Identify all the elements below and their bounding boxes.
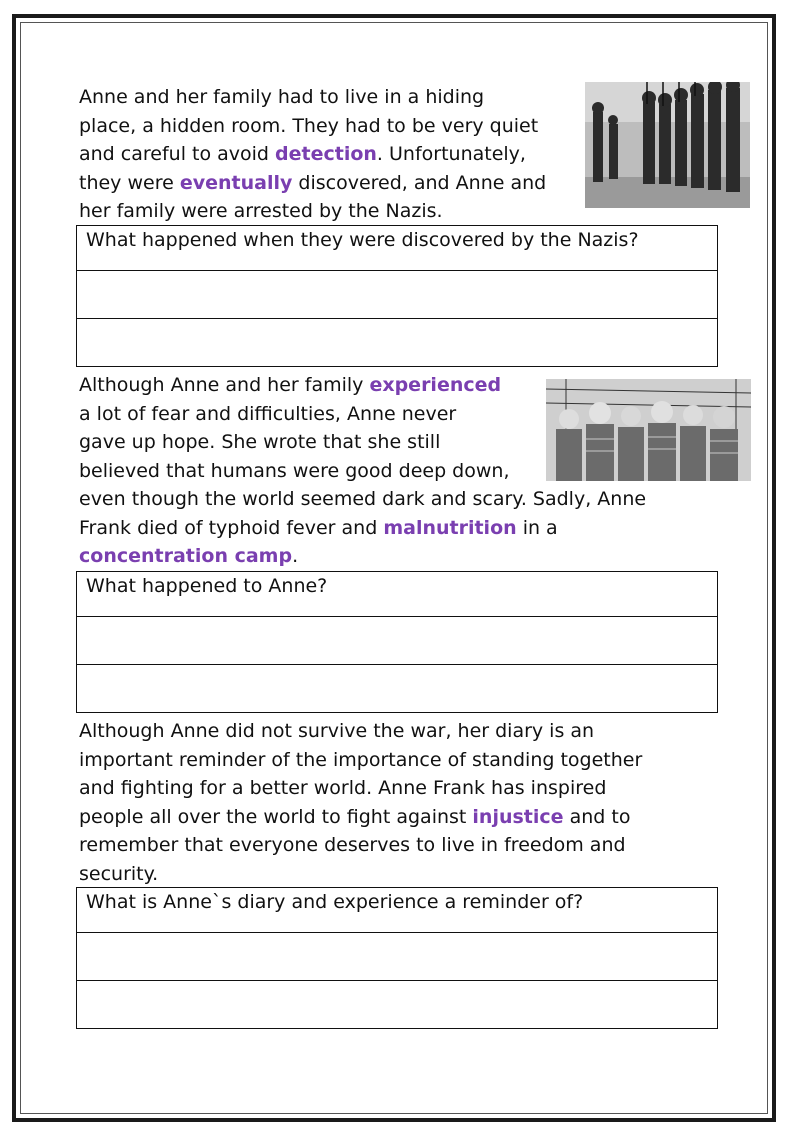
text-run: a lot of fear and difficulties, Anne never [79, 402, 457, 425]
paragraph-line [79, 485, 646, 514]
paragraph-line [79, 140, 546, 169]
paragraph-line [79, 83, 546, 112]
paragraph-line [79, 803, 642, 832]
camp-children-photo [546, 379, 751, 481]
text-run: . Unfortunately, [376, 143, 526, 165]
text-run: Frank died of typhoid fever and [79, 516, 384, 539]
vocab-highlight: detection [275, 143, 377, 165]
answer-line[interactable] [77, 933, 718, 981]
text-run: and fighting for a better world. Anne Frank has inspired [79, 777, 607, 799]
paragraph-line [79, 514, 646, 543]
text-run: Although Anne and her family [79, 374, 370, 396]
vocab-highlight: injustice [472, 805, 564, 828]
question-text: What happened to Anne? [77, 572, 718, 617]
text-run: believed that humans were good deep down, [79, 459, 510, 482]
text-run: discovered, and Anne and [292, 171, 547, 194]
text-run: Although Anne did not survive the war, her diary is an [79, 720, 595, 742]
text-run: security. [79, 862, 159, 885]
paragraph-line [79, 542, 646, 571]
question-table-2 [76, 571, 718, 713]
paragraph-line [79, 774, 642, 803]
paragraph-diary [79, 717, 642, 888]
question-text: What is Anne`s diary and experience a reminder of? [77, 888, 718, 933]
text-run: . [292, 545, 299, 567]
text-run: place, a hidden room. They had to be very quiet [79, 114, 539, 137]
paragraph-line [79, 717, 642, 746]
paragraph-line [79, 831, 642, 860]
vocab-highlight: malnutrition [383, 516, 517, 539]
answer-line[interactable] [77, 665, 718, 713]
paragraph-line [79, 860, 642, 889]
answer-line[interactable] [77, 319, 718, 367]
text-run: they were [79, 171, 180, 194]
text-run: people all over the world to fight against [79, 805, 473, 828]
paragraph-line [79, 197, 546, 226]
text-run: remember that everyone deserves to live in freedom and [79, 834, 626, 856]
question-table-3 [76, 887, 718, 1029]
paragraph-line [79, 746, 642, 775]
answer-line[interactable] [77, 617, 718, 665]
text-run: important reminder of the importance of standing together [79, 748, 643, 771]
soldiers-parade-photo [585, 82, 750, 208]
vocab-highlight: concentration camp [79, 545, 293, 567]
text-run: and to [563, 805, 631, 828]
paragraph-line [79, 112, 546, 141]
text-run: and careful to avoid [79, 143, 276, 165]
text-run: gave up hope. She wrote that she still [79, 431, 441, 453]
paragraph-hiding [79, 83, 546, 226]
vocab-highlight: experienced [369, 374, 502, 396]
answer-line[interactable] [77, 981, 718, 1029]
text-run: Anne and her family had to live in a hiding [79, 86, 485, 108]
text-run: her family were arrested by the Nazis. [79, 200, 443, 222]
question-table-1 [76, 225, 718, 367]
text-run: even though the world seemed dark and scary. Sadly, Anne [79, 488, 647, 510]
vocab-highlight: eventually [179, 171, 293, 194]
question-text: What happened when they were discovered by the Nazis? [77, 226, 718, 271]
text-run: in a [516, 516, 558, 539]
answer-line[interactable] [77, 271, 718, 319]
paragraph-line [79, 169, 546, 198]
